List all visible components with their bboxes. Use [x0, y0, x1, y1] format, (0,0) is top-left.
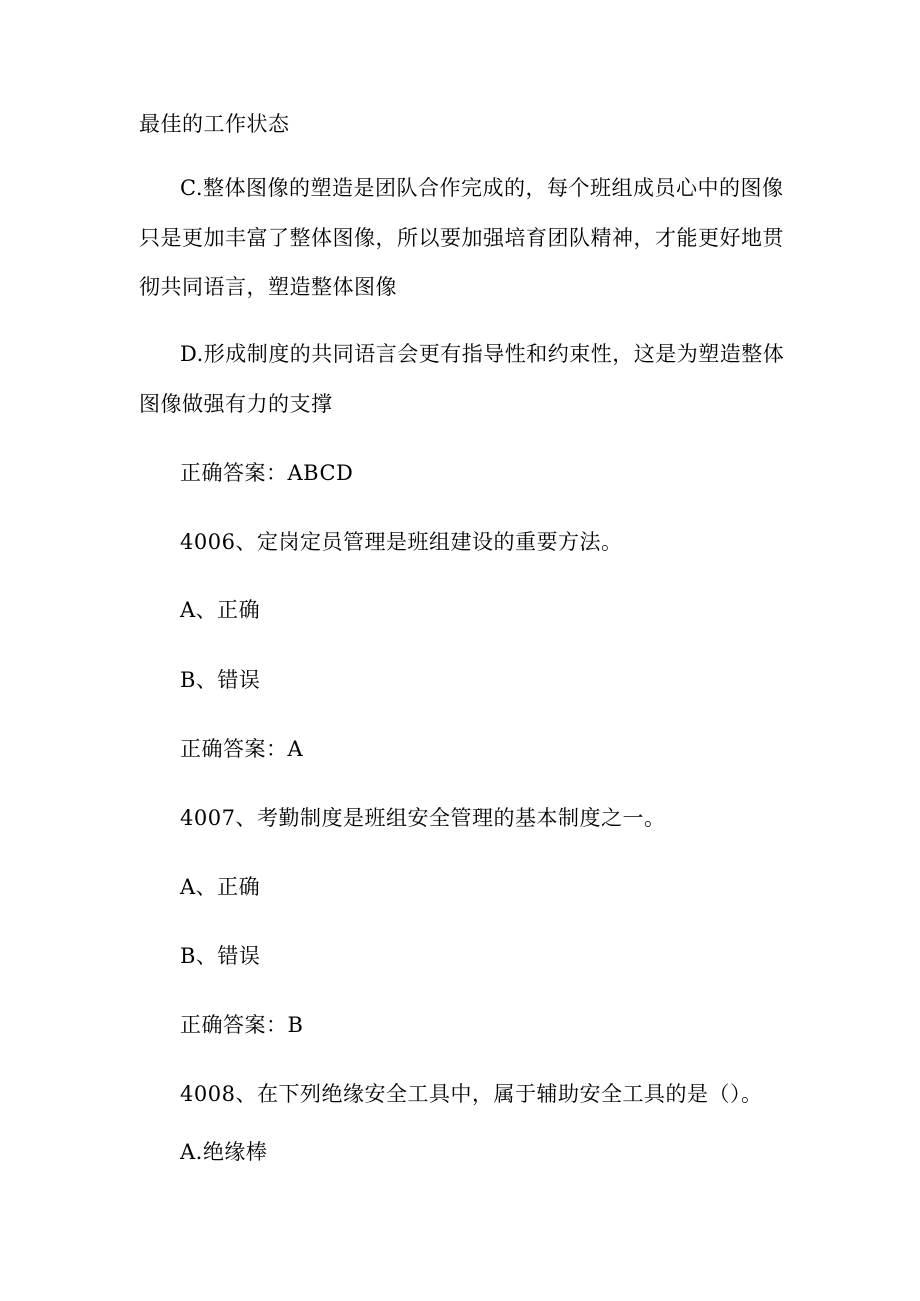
question-4006-option-a: A、正确 — [180, 598, 261, 622]
answer-line: 正确答案：ABCD — [180, 461, 354, 485]
question-4008: 4008、在下列绝缘安全工具中，属于辅助安全工具的是（）。 — [180, 1082, 763, 1106]
question-4006: 4006、定岗定员管理是班组建设的重要方法。 — [180, 530, 623, 554]
question-4006-option-b: B、错误 — [180, 668, 261, 692]
question-4006-answer: 正确答案：A — [180, 737, 304, 761]
option-c-line-2: 只是更加丰富了整体图像，所以要加强培育团队精神，才能更好地贯 — [139, 226, 784, 250]
question-4007-option-a: A、正确 — [180, 875, 261, 899]
question-4007-answer: 正确答案：B — [180, 1013, 304, 1037]
option-c-line-3: 彻共同语言，塑造整体图像 — [139, 275, 397, 299]
paragraph-continuation: 最佳的工作状态 — [139, 112, 290, 136]
option-d-line-1: D.形成制度的共同语言会更有指导性和约束性，这是为塑造整体 — [180, 342, 785, 366]
question-4007: 4007、考勤制度是班组安全管理的基本制度之一。 — [180, 806, 666, 830]
option-d-line-2: 图像做强有力的支撑 — [139, 392, 333, 416]
option-c-line-1: C.整体图像的塑造是团队合作完成的，每个班组成员心中的图像 — [180, 176, 784, 200]
question-4007-option-b: B、错误 — [180, 944, 261, 968]
question-4008-option-a: A.绝缘棒 — [180, 1140, 268, 1164]
